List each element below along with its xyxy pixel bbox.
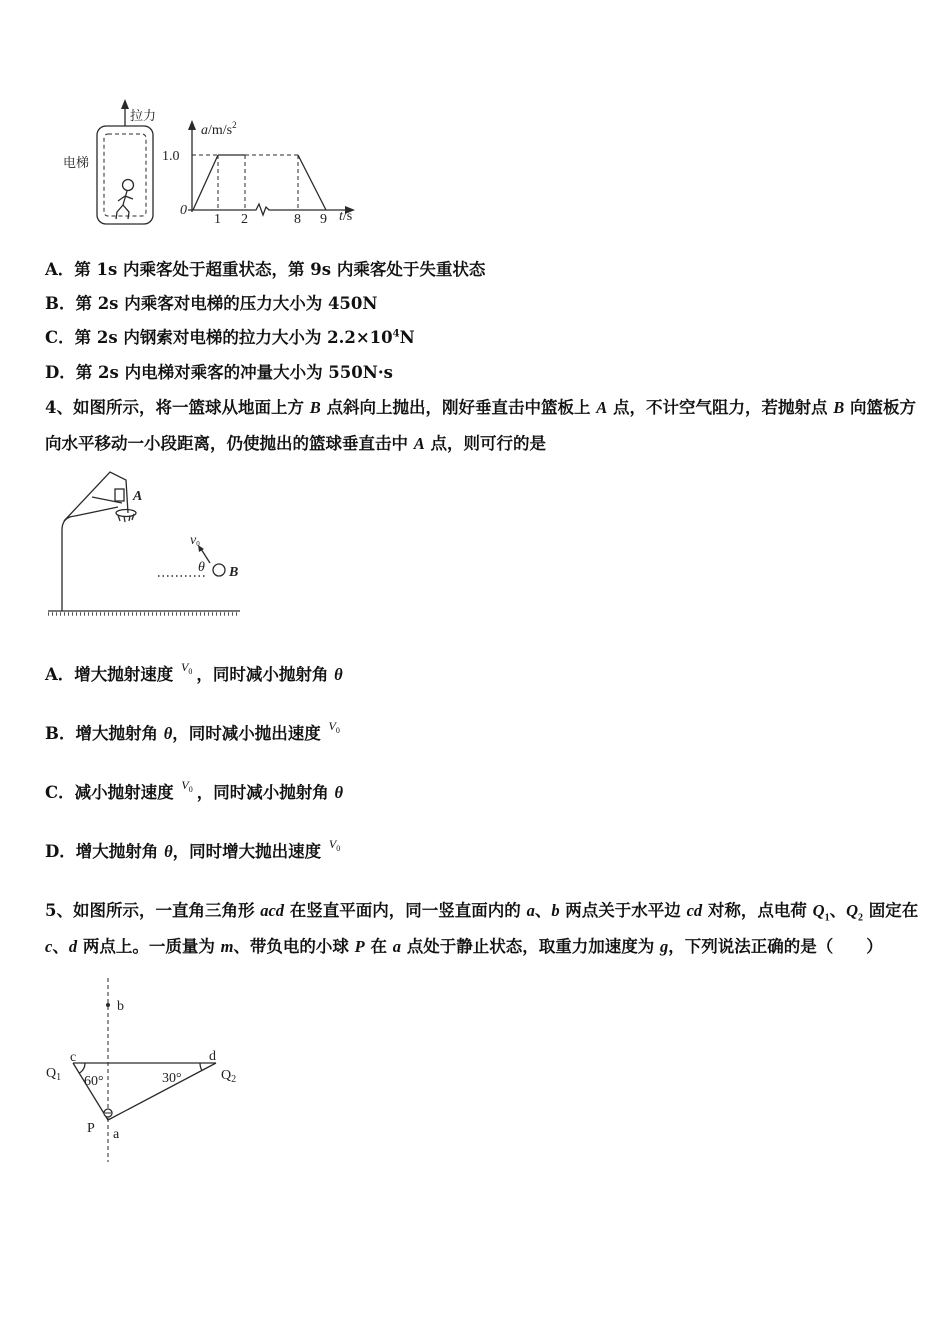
point-a-label: A [133, 489, 143, 504]
text-run: B．第 2s 内乘客对电梯的压力大小为 450N [45, 294, 378, 313]
q3-option-d [45, 362, 393, 384]
velocity-symbol: V [181, 778, 189, 792]
text-run: 点，则可行的是 [424, 434, 547, 453]
triangle-charges-figure [40, 972, 250, 1168]
point-b-dot [106, 1003, 110, 1007]
text-run: 点，不计空气阻力，若抛射点 [607, 398, 834, 417]
ball-p-label: P [87, 1121, 95, 1136]
x-axis-label [339, 209, 352, 224]
y-tick-label: 1.0 [162, 149, 180, 164]
math-variable: B [833, 398, 845, 417]
math-variable: cd [686, 901, 703, 920]
text-run: 在 [364, 937, 393, 956]
elevator-car [97, 126, 153, 224]
q4-option-b [45, 719, 344, 745]
velocity-subscript: 0 [336, 844, 341, 853]
charge-symbol: Q [221, 1068, 232, 1083]
math-variable: θ [334, 665, 343, 684]
q4-option-a [45, 660, 343, 686]
text-run: 、 [534, 901, 552, 920]
velocity-subscript: 0 [335, 726, 340, 735]
charge-q1-label [46, 1066, 61, 1083]
elevator-acceleration-figure [55, 92, 365, 232]
velocity-symbol: V [328, 837, 337, 851]
angle-30-label: 30° [162, 1071, 182, 1086]
elevator-label: 电梯 [63, 156, 90, 171]
velocity-symbol: v [190, 533, 197, 548]
q3-option-a [45, 259, 485, 281]
velocity-subscript: 0 [188, 785, 193, 794]
x-tick-label: 1 [214, 212, 221, 227]
math-variable: g [660, 937, 669, 956]
math-variable: m [220, 937, 234, 956]
basketball-icon [213, 564, 225, 576]
text-run: ，同时减小抛出速度 [172, 724, 327, 743]
text-run: 点斜向上抛出，刚好垂直击中篮板上 [320, 398, 597, 417]
subscript: 2 [857, 912, 863, 924]
text-run: N [399, 328, 415, 347]
y-axis-label [201, 120, 237, 138]
text-run: C．第 2s 内钢索对电梯的拉力大小为 2.2×10 [45, 328, 393, 347]
text-run: 在竖直平面内，同一竖直面内的 [284, 901, 527, 920]
math-variable: θ [164, 842, 173, 861]
math-variable: A [596, 398, 608, 417]
x-tick-label: 8 [294, 212, 301, 227]
up-arrow-icon [121, 99, 129, 126]
point-a-label: a [113, 1127, 120, 1142]
math-variable: θ [334, 783, 344, 802]
point-b-label: b [117, 999, 124, 1014]
math-variable: A [413, 434, 425, 453]
math-variable: a [392, 937, 402, 956]
math-variable: Q [812, 901, 825, 920]
pull-force-label: 拉力 [130, 109, 157, 124]
text-run: ，下列说法正确的是（ ） [668, 937, 883, 956]
q4-option-c [45, 778, 344, 804]
velocity-symbol: V [328, 719, 336, 733]
basketball-stand [62, 472, 128, 611]
text-run: B．增大抛射角 [45, 724, 164, 743]
y-axis-exponent: 2 [232, 120, 237, 130]
text-run: A．增大抛射速度 [45, 665, 180, 684]
q4-option-d [45, 837, 344, 863]
text-run: 5、如图所示，一直角三角形 [45, 901, 261, 920]
basketball-figure [40, 462, 250, 622]
acceleration-curve [192, 155, 326, 210]
math-variable: d [68, 937, 78, 956]
text-run: 固定在 [862, 901, 919, 920]
triangle-acd [73, 1063, 216, 1120]
math-variable: acd [260, 901, 285, 920]
charge-subscript: 1 [56, 1072, 62, 1083]
text-run: ，同时减小抛射角 [196, 783, 335, 802]
point-c-label: c [70, 1050, 77, 1065]
point-d-label: d [209, 1049, 216, 1064]
subscript: 1 [824, 912, 830, 924]
text-run: D．第 2s 内电梯对乘客的冲量大小为 550N·s [45, 363, 393, 382]
x-tick-label: 2 [241, 212, 248, 227]
text-run: C．减小抛射速度 [45, 783, 180, 802]
q5-stem-line [45, 900, 918, 922]
math-variable: P [354, 937, 365, 956]
math-variable: θ [163, 724, 173, 743]
q3-option-c [45, 327, 415, 349]
y-axis-variable: a [201, 123, 208, 138]
math-variable: B [309, 398, 321, 417]
hoop-icon [116, 510, 136, 523]
q4-stem-line [45, 397, 916, 419]
velocity-subscript: 0 [196, 540, 200, 548]
text-run: 、带负电的小球 [233, 937, 355, 956]
y-axis-unit: /m/s [208, 123, 233, 138]
text-run: 4、如图所示，将一篮球从地面上方 [45, 398, 310, 417]
math-variable: b [551, 901, 560, 920]
charge-q2-label [221, 1068, 236, 1085]
math-variable: Q [846, 901, 858, 920]
text-run: ，同时减小抛射角 [196, 665, 335, 684]
x-axis-variable: t [339, 209, 343, 224]
x-axis-unit: /s [342, 209, 353, 224]
text-run: 对称，点电荷 [702, 901, 813, 920]
angle-60-label: 60° [84, 1074, 104, 1089]
charge-subscript: 2 [231, 1074, 237, 1085]
x-tick-label: 9 [320, 212, 327, 227]
text-run: 、 [829, 901, 847, 920]
velocity-symbol: V [181, 660, 189, 674]
text-run: D．增大抛射角 [45, 842, 165, 861]
q3-option-b [45, 293, 377, 315]
text-run: ，同时增大抛出速度 [172, 842, 327, 861]
superscript: 4 [392, 328, 400, 340]
text-run: 向篮板方 [844, 398, 917, 417]
velocity-subscript: 0 [188, 667, 193, 676]
angle-label: θ [198, 560, 205, 575]
q5-stem-line [45, 936, 883, 958]
text-run: 两点上。一质量为 [77, 937, 221, 956]
origin-label: 0 [180, 203, 187, 218]
elevator-inner-frame [104, 134, 146, 216]
velocity-label [190, 533, 200, 548]
charge-symbol: Q [46, 1066, 57, 1081]
passenger-figure-icon [116, 180, 134, 220]
ground [48, 611, 240, 614]
text-run: 两点关于水平边 [559, 901, 687, 920]
q4-stem-line [45, 433, 546, 455]
point-b-label: B [229, 565, 239, 580]
text-run: A．第 1s 内乘客处于超重状态，第 9s 内乘客处于失重状态 [45, 260, 486, 279]
math-variable: c [45, 937, 53, 956]
math-variable: a [526, 901, 535, 920]
text-run: 、 [52, 937, 69, 956]
text-run: 点处于静止状态，取重力加速度为 [401, 937, 661, 956]
text-run: 向水平移动一小段距离，仍使抛出的篮球垂直击中 [45, 434, 414, 453]
